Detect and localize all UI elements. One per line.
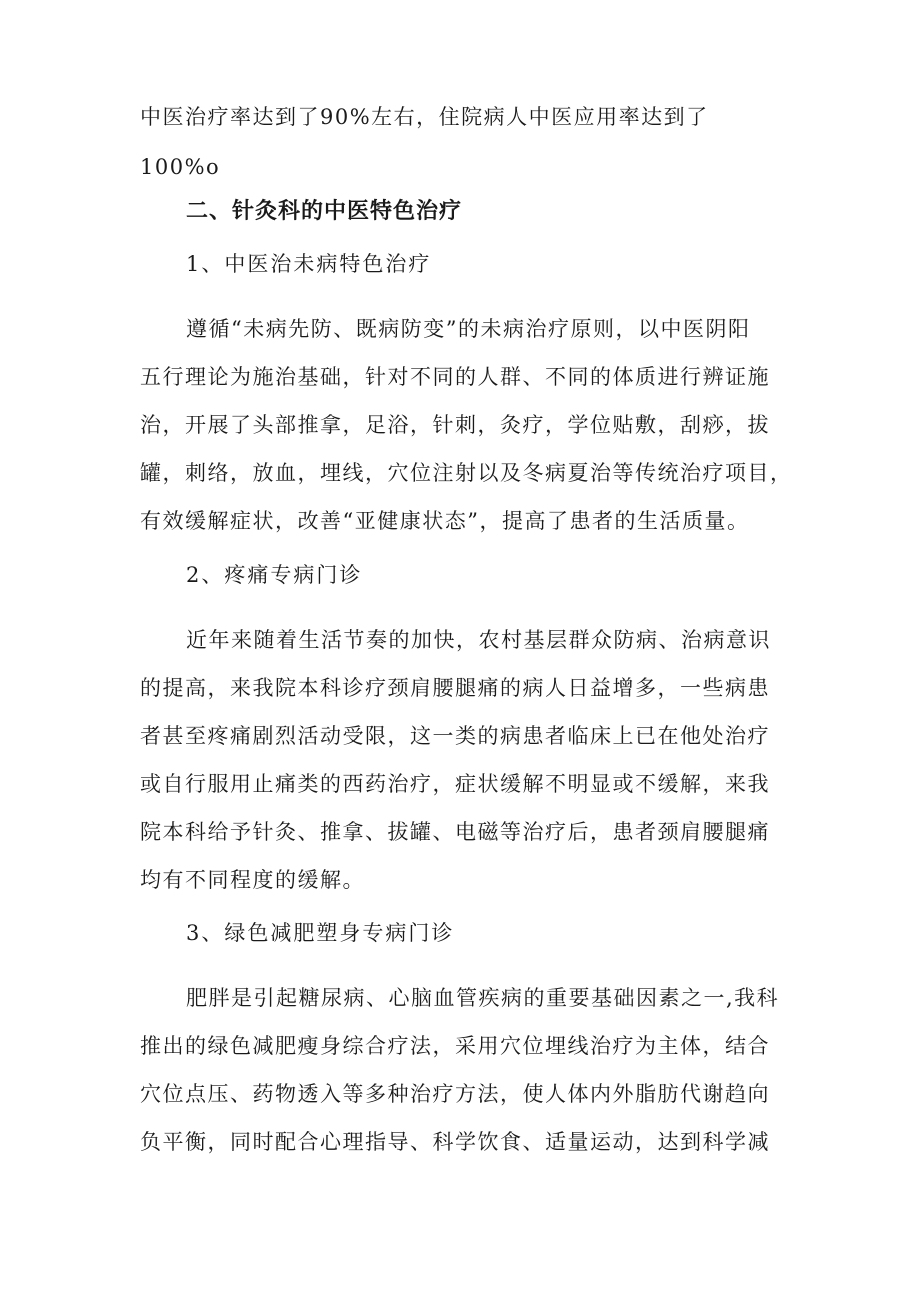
text-line: 均有不同程度的缓解。 [140, 868, 365, 892]
text-line: 遵循“未病先防、既病防变”的未病治疗原则，以中医阴阳 [186, 317, 751, 341]
text-line: 中医治疗率达到了90%左右，住院病人中医应用率达到了 [140, 105, 709, 129]
subsection-heading: 3、绿色减肥塑身专病门诊 [186, 921, 455, 945]
text-line: 负平衡，同时配合心理指导、科学饮食、适量运动，达到科学减 [140, 1130, 770, 1154]
text-line: 的提高，来我院本科诊疗颈肩腰腿痛的病人日益增多，一些病患 [140, 676, 770, 700]
text-line: 穴位点压、药物透入等多种治疗方法，使人体内外脂肪代谢趋向 [140, 1082, 770, 1106]
text-line: 有效缓解症状，改善“亚健康状态”，提高了患者的生活质量。 [140, 509, 750, 533]
text-line: 院本科给予针灸、推拿、拔罐、电磁等治疗后，患者颈肩腰腿痛 [140, 820, 770, 844]
text-line: 者甚至疼痛剧烈活动受限，这一类的病患者临床上已在他处治疗 [140, 724, 770, 748]
subsection-heading: 2、疼痛专病门诊 [186, 563, 363, 587]
text-line: 治，开展了头部推拿，足浴，针刺，灸疗，学位贴敷，刮痧，拔 [140, 413, 770, 437]
text-line: 罐，刺络，放血，埋线，穴位注射以及冬病夏治等传统治疗项目， [140, 461, 793, 485]
text-line: 100%o [140, 155, 221, 179]
section-heading: 二、针灸科的中医特色治疗 [186, 199, 463, 224]
text-line: 五行理论为施治基础，针对不同的人群、不同的体质进行辨证施 [140, 365, 770, 389]
text-line: 近年来随着生活节奏的加快，农村基层群众防病、治病意识 [186, 628, 771, 652]
text-line: 肥胖是引起糖尿病、心脑血管疾病的重要基础因素之一,我科 [186, 986, 780, 1010]
subsection-heading: 1、中医治未病特色治疗 [186, 252, 432, 276]
text-line: 推出的绿色减肥瘦身综合疗法，采用穴位埋线治疗为主体，结合 [140, 1034, 770, 1058]
text-line: 或自行服用止痛类的西药治疗，症状缓解不明显或不缓解，来我 [140, 772, 770, 796]
